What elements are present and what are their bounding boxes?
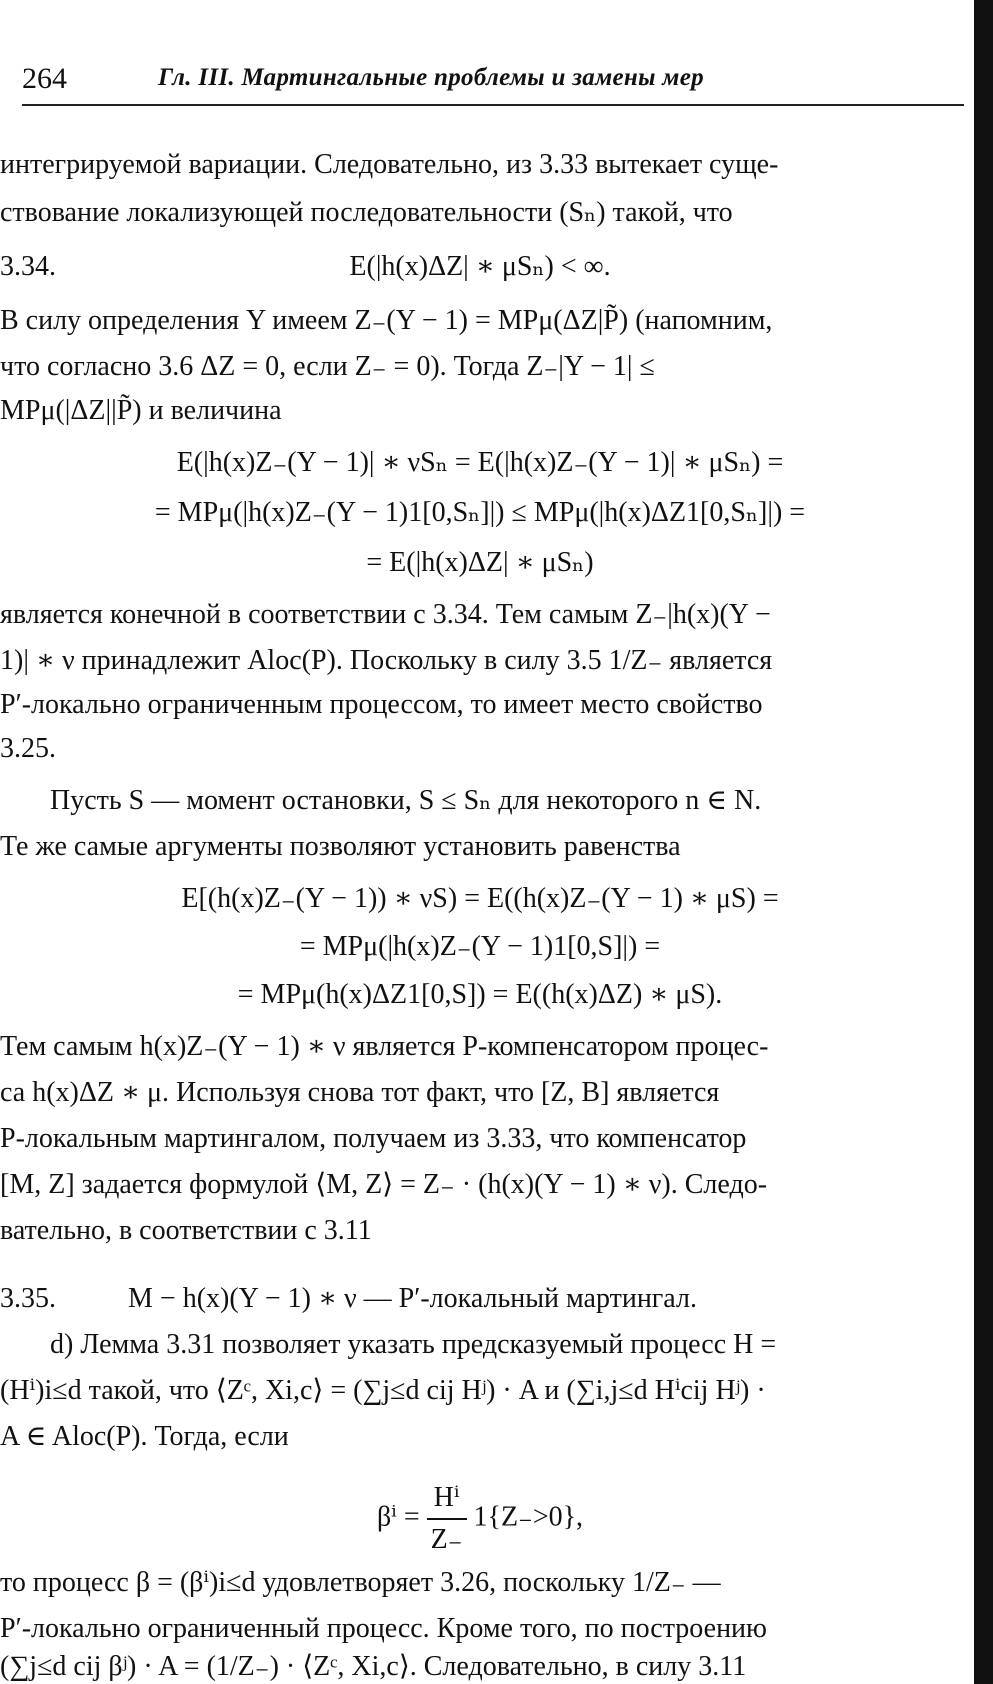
text-line: P′-локально ограниченный процесс. Кроме того, по построению — [0, 1613, 767, 1644]
equation: = MPμ(|h(x)Z₋(Y − 1)1[0,Sₙ]|) ≤ MPμ(|h(x)ΔZ1[0,Sₙ]|) = — [154, 497, 806, 528]
equation-beta-tail: 1{Z₋>0}, — [473, 1501, 584, 1533]
fraction-denominator: Z₋ — [430, 1524, 463, 1555]
text-line: P-локальным мартингалом, получаем из 3.33, что компенсатор — [0, 1123, 747, 1154]
text-line: В силу определения Y имеем Z₋(Y − 1) = MPμ(ΔZ|P̃) (напомним, — [0, 305, 773, 336]
fraction — [427, 1478, 467, 1560]
text-line: интегрируемой вариации. Следовательно, из 3.33 вытекает суще- — [0, 149, 779, 180]
text-line: [M, Z] задается формулой ⟨M, Z⟩ = Z₋ · (h(x)(Y − 1) ∗ ν). Следо- — [0, 1169, 768, 1200]
text-line: A ∈ Aloc(P). Тогда, если — [0, 1421, 289, 1452]
equation-label: 3.34. — [0, 251, 56, 282]
running-title: Гл. III. Мартингальные проблемы и замены мер — [158, 64, 704, 91]
text-line: что согласно 3.6 ΔZ = 0, если Z₋ = 0). Тогда Z₋|Y − 1| ≤ — [0, 351, 655, 382]
text-line: d) Лемма 3.31 позволяет указать предсказуемый процесс H = — [50, 1329, 777, 1360]
equation: E(|h(x)Z₋(Y − 1)| ∗ νSₙ = E(|h(x)Z₋(Y − 1)| ∗ μSₙ) = — [176, 447, 784, 478]
text-line: Пусть S — момент остановки, S ≤ Sₙ для некоторого n ∈ N. — [50, 785, 762, 816]
text-line: вательно, в соответствии с 3.11 — [0, 1215, 372, 1246]
page-number: 264 — [22, 62, 67, 95]
fraction-numerator: Hⁱ — [427, 1478, 467, 1520]
equation-beta-lhs: βⁱ = — [376, 1501, 420, 1533]
equation: E[(h(x)Z₋(Y − 1)) ∗ νS) = E((h(x)Z₋(Y − 1) ∗ μS) = — [181, 883, 779, 914]
text-line: то процесс β = (βⁱ)i≤d удовлетворяет 3.26, поскольку 1/Z₋ — — [0, 1567, 721, 1598]
page-edge-bar — [974, 0, 993, 1684]
text-line: P′-локально ограниченным процессом, то имеет место свойство — [0, 689, 763, 720]
text-line: 3.25. — [0, 733, 56, 764]
equation: = MPμ(h(x)ΔZ1[0,S]) = E((h(x)ΔZ) ∗ μS). — [237, 979, 723, 1010]
equation: = E(|h(x)ΔZ| ∗ μSₙ) — [366, 547, 594, 578]
equation-label: 3.35. — [0, 1283, 56, 1314]
text-line: MPμ(|ΔZ||P̃) и величина — [0, 395, 282, 426]
text-line: 1)| ∗ ν принадлежит Aloc(P). Поскольку в силу 3.5 1/Z₋ является — [0, 645, 773, 676]
equation: E(|h(x)ΔZ| ∗ μSₙ) < ∞. — [349, 251, 611, 282]
text-line: Те же самые аргументы позволяют установить равенства — [0, 831, 681, 862]
text-line: является конечной в соответствии с 3.34. Тем самым Z₋|h(x)(Y − — [0, 599, 771, 630]
text-line: Тем самым h(x)Z₋(Y − 1) ∗ ν является P-компенсатором процес- — [0, 1031, 769, 1062]
text-line: ствование локализующей последовательности (Sₙ) такой, что — [0, 197, 733, 228]
page-header — [22, 62, 950, 96]
equation: = MPμ(|h(x)Z₋(Y − 1)1[0,S]|) = — [299, 931, 661, 962]
text-line: (Hⁱ)i≤d такой, что ⟨Zᶜ, Xi,c⟩ = (∑j≤d cij Hʲ) · A и (∑i,j≤d Hⁱcij Hʲ) · — [0, 1375, 766, 1406]
text-line: са h(x)ΔZ ∗ μ. Используя снова тот факт, что [Z, B] является — [0, 1077, 720, 1108]
equation-beta — [0, 1478, 960, 1560]
text-line: (∑j≤d cij βʲ) · A = (1/Z₋) · ⟨Zᶜ, Xi,c⟩. Следовательно, в силу 3.11 — [0, 1651, 747, 1682]
equation: M − h(x)(Y − 1) ∗ ν — P′-локальный мартингал. — [128, 1283, 697, 1314]
header-rule — [22, 104, 964, 106]
